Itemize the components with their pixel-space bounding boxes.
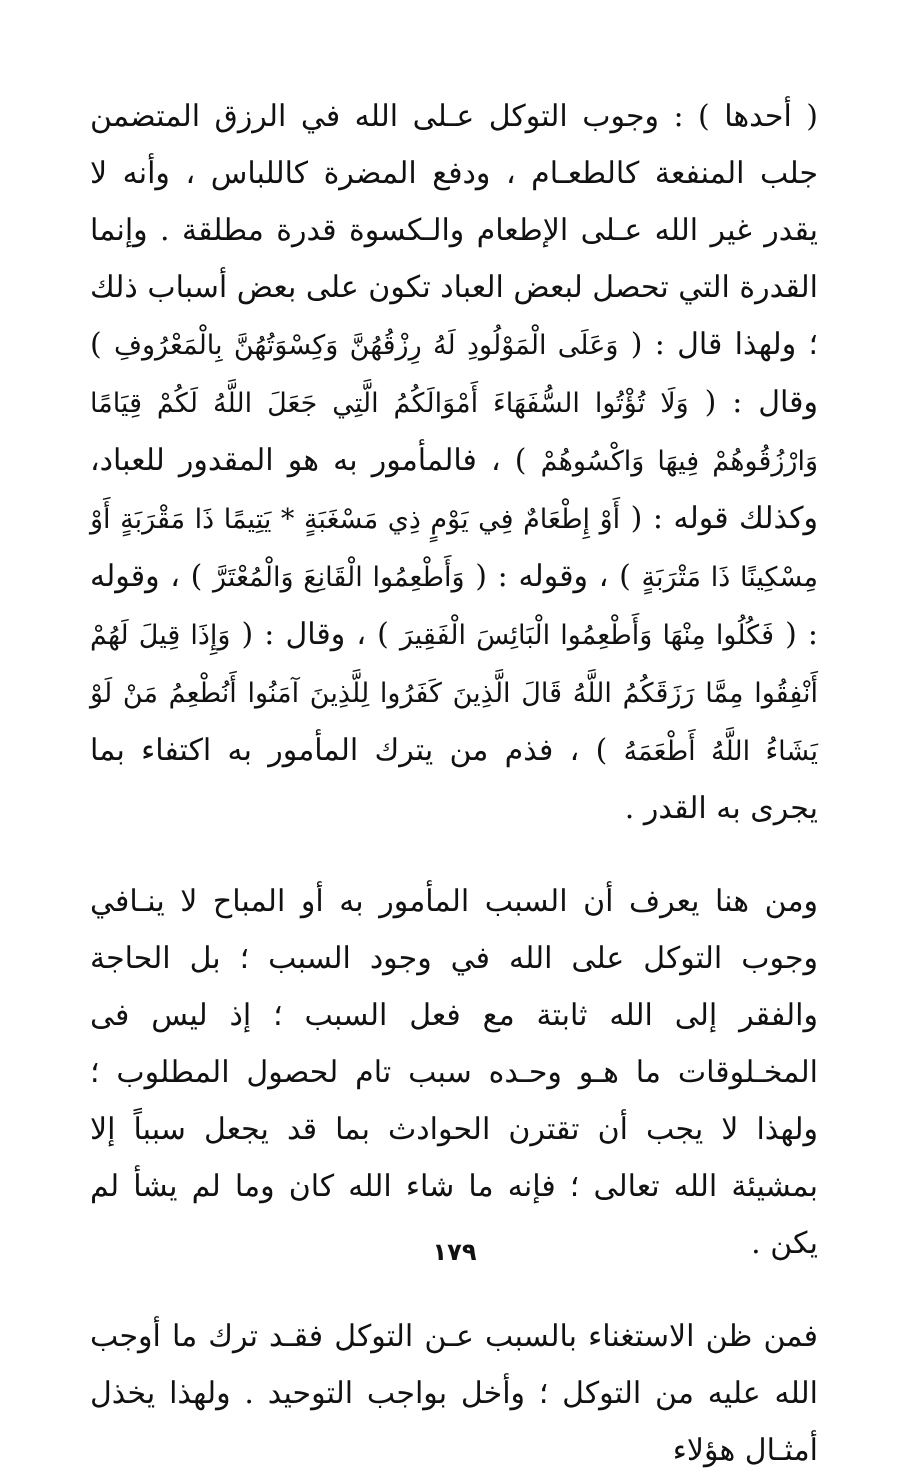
page-number: ١٧٩ — [432, 1238, 477, 1266]
text-segment: ( أحدها ) : وجوب التوكل عـلى الله في الرزق المتضمن جلب المنفعة كالطعـام ، ودفع المضرة كاللباس ، وأنه لا يقدر غير الله عـلى الإطعام والـكسوة قدرة مطلقة . وإنما القدرة التي تحصل لبعض العباد تكون على بعض أسباب ذلك ؛ ولهذا قال : ( — [90, 99, 819, 362]
page-body — [90, 88, 819, 1468]
text-segment: ) ، فذم من يترك المأمور به اكتفاء بما يجرى به القدر . — [90, 733, 818, 826]
text-segment: ) ، وقوله : ( — [90, 559, 819, 652]
quran-verse: أَوْ إِطْعَامٌ فِي يَوْمٍ ذِي مَسْغَبَةٍ * يَتِيمًا ذَا مَقْرَبَةٍ أَوْ مِسْكِينًا ذَا مَتْرَبَةٍ — [90, 504, 818, 593]
quran-verse: وَإِذَا قِيلَ لَهُمْ أَنْفِقُوا مِمَّا رَزَقَكُمُ اللَّهُ قَالَ الَّذِينَ كَفَرُوا لِلَّذِينَ آمَنُوا أَنُطْعِمُ مَنْ لَوْ يَشَاءُ اللَّهُ أَطْعَمَهُ — [90, 620, 819, 767]
text-segment: ومن هنا يعرف أن السبب المأمور به أو المباح لا ينـافي وجوب التوكل على الله في وجود السبب ؛ بل الحاجة والفقر إلى الله ثابتة مع فعل السبب ؛ إذ ليس فى المخـلوقات ما هـو وحـده سبب تام لحصول المطلوب ؛ ولهذا لا يجب أن تقترن الحوادث بما قد يجعل سبباً إلا بمشيئة الله تعالى ؛ فإنه ما شاء الله كان وما لم يشأ لم يكن . — [90, 884, 818, 1261]
text-segment: فمن ظن الاستغناء بالسبب عـن التوكل فقـد ترك ما أوجب الله عليه من التوكل ؛ وأخل بواجب التوحيد . ولهذا يخذل أمثـال هؤلاء — [90, 1319, 818, 1468]
quran-verse: وَعَلَى الْمَوْلُودِ لَهُ رِزْقُهُنَّ وَكِسْوَتُهُنَّ بِالْمَعْرُوفِ — [114, 330, 619, 361]
quran-verse: فَكُلُوا مِنْهَا وَأَطْعِمُوا الْبَائِسَ الْفَقِيرَ — [399, 620, 775, 651]
quran-verse: وَلَا تُؤْتُوا السُّفَهَاءَ أَمْوَالَكُمُ الَّتِي جَعَلَ اللَّهُ لَكُمْ قِيَامًا وَارْزُقُوهُمْ فِيهَا وَاكْسُوهُمْ — [90, 388, 818, 477]
paragraph-1 — [90, 88, 818, 837]
paragraph-3 — [90, 1308, 818, 1479]
paragraph-2 — [90, 873, 818, 1272]
quran-verse: وَأَطْعِمُوا الْقَانِعَ وَالْمُعْتَرَّ — [213, 562, 465, 593]
text-segment: ) ، فالمأمور به هو المقدور للعباد، وكذلك قوله : ( — [90, 443, 818, 536]
text-segment: ) ، وقال : ( — [241, 617, 389, 652]
text-segment: ) ، وقوله : ( — [475, 559, 631, 594]
text-segment: ) وقال : ( — [90, 327, 818, 420]
